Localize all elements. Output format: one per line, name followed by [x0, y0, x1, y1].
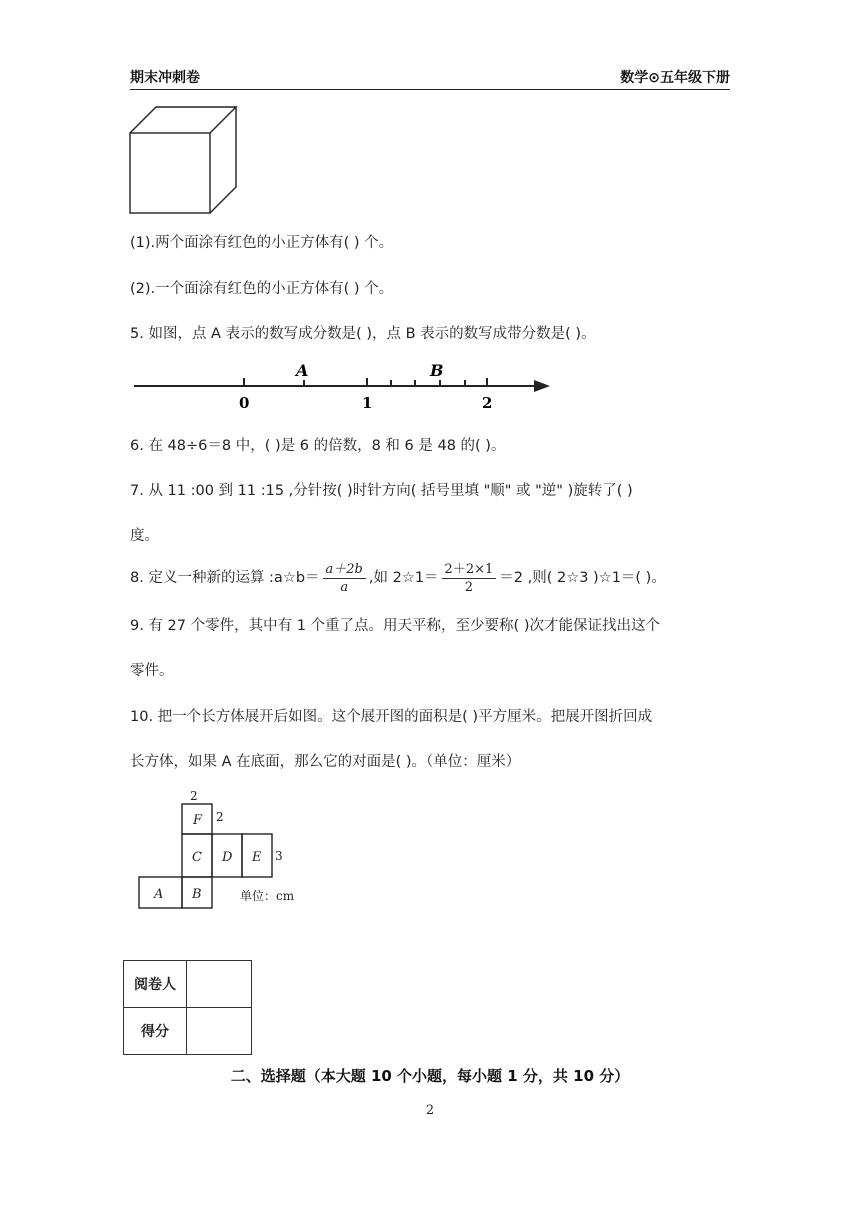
face-f-label: F [193, 813, 203, 828]
page-number: 2 [425, 1103, 435, 1118]
fraction-example-numerator: 2＋2×1 [442, 558, 497, 579]
question-4-2: (2).一个面涂有红色的小正方体有( ) 个。 [130, 281, 394, 297]
question-8 [130, 558, 666, 595]
box-net-figure [130, 786, 305, 914]
header-right: 数学⊙五年级下册 [620, 70, 730, 86]
question-10-line-2: 长方体，如果 A 在底面，那么它的对面是( )。（单位：厘米） [130, 754, 521, 770]
dimension-side: 2 [216, 810, 224, 824]
label-0: 0 [239, 394, 250, 412]
fraction-definition-numerator: a＋2b [323, 558, 366, 579]
point-a-label: A [296, 361, 309, 380]
face-c-label: C [192, 850, 202, 865]
question-9-line-2: 零件。 [130, 663, 174, 679]
unit-label: 单位：cm [240, 889, 295, 903]
face-b-label: B [192, 887, 202, 902]
fraction-example-denominator: 2 [464, 580, 474, 595]
label-1: 1 [362, 394, 373, 412]
face-e-label: E [252, 850, 262, 865]
point-b-label: B [430, 361, 444, 380]
number-line-arrow [534, 380, 550, 392]
face-d-label: D [222, 850, 233, 865]
cube-side-face [210, 107, 236, 213]
question-6: 6. 在 48÷6＝8 中，( )是 6 的倍数，8 和 6 是 48 的( )。 [130, 438, 506, 454]
cube-top-face [130, 107, 236, 133]
fraction-definition-denominator: a [340, 580, 349, 595]
cube-figure [128, 104, 240, 216]
score-label: 得分 [124, 1008, 187, 1055]
header-left: 期末冲刺卷 [130, 70, 200, 86]
dimension-top: 2 [190, 789, 198, 803]
label-2: 2 [482, 394, 493, 412]
question-8-middle: ,如 2☆1＝ [368, 570, 439, 586]
section-title: 二、选择题（本大题 10 个小题，每小题 1 分，共 10 分） [230, 1067, 630, 1085]
face-a-label: A [154, 887, 164, 902]
question-10-line-1: 10. 把一个长方体展开后如图。这个展开图的面积是( )平方厘米。把展开图折回成 [130, 709, 653, 725]
score-table [123, 960, 252, 1055]
fraction-example [442, 558, 497, 595]
number-line-figure [130, 358, 560, 413]
question-7-line-2: 度。 [130, 528, 159, 544]
reviewer-cell[interactable] [187, 961, 252, 1008]
question-7-line-1: 7. 从 11 :00 到 11 :15 ,分针按( )时针方向( 括号里填 "顺" 或 "逆" )旋转了( ) [130, 483, 633, 499]
question-4-1: (1).两个面涂有红色的小正方体有( ) 个。 [130, 235, 394, 251]
question-8-prefix: 8. 定义一种新的运算 :a☆b＝ [130, 570, 320, 586]
score-cell[interactable] [187, 1008, 252, 1055]
fraction-definition [323, 558, 366, 595]
question-8-suffix: ＝2 ,则( 2☆3 )☆1＝( )。 [499, 570, 666, 586]
cube-front-face [130, 133, 210, 213]
dimension-height: 3 [275, 849, 283, 863]
question-9-line-1: 9. 有 27 个零件，其中有 1 个重了点。用天平称，至少要称( )次才能保证找出这个 [130, 618, 660, 634]
header-rule [130, 89, 730, 90]
reviewer-label: 阅卷人 [124, 961, 187, 1008]
question-5: 5. 如图，点 A 表示的数写成分数是( )，点 B 表示的数写成带分数是( )。 [130, 326, 596, 342]
